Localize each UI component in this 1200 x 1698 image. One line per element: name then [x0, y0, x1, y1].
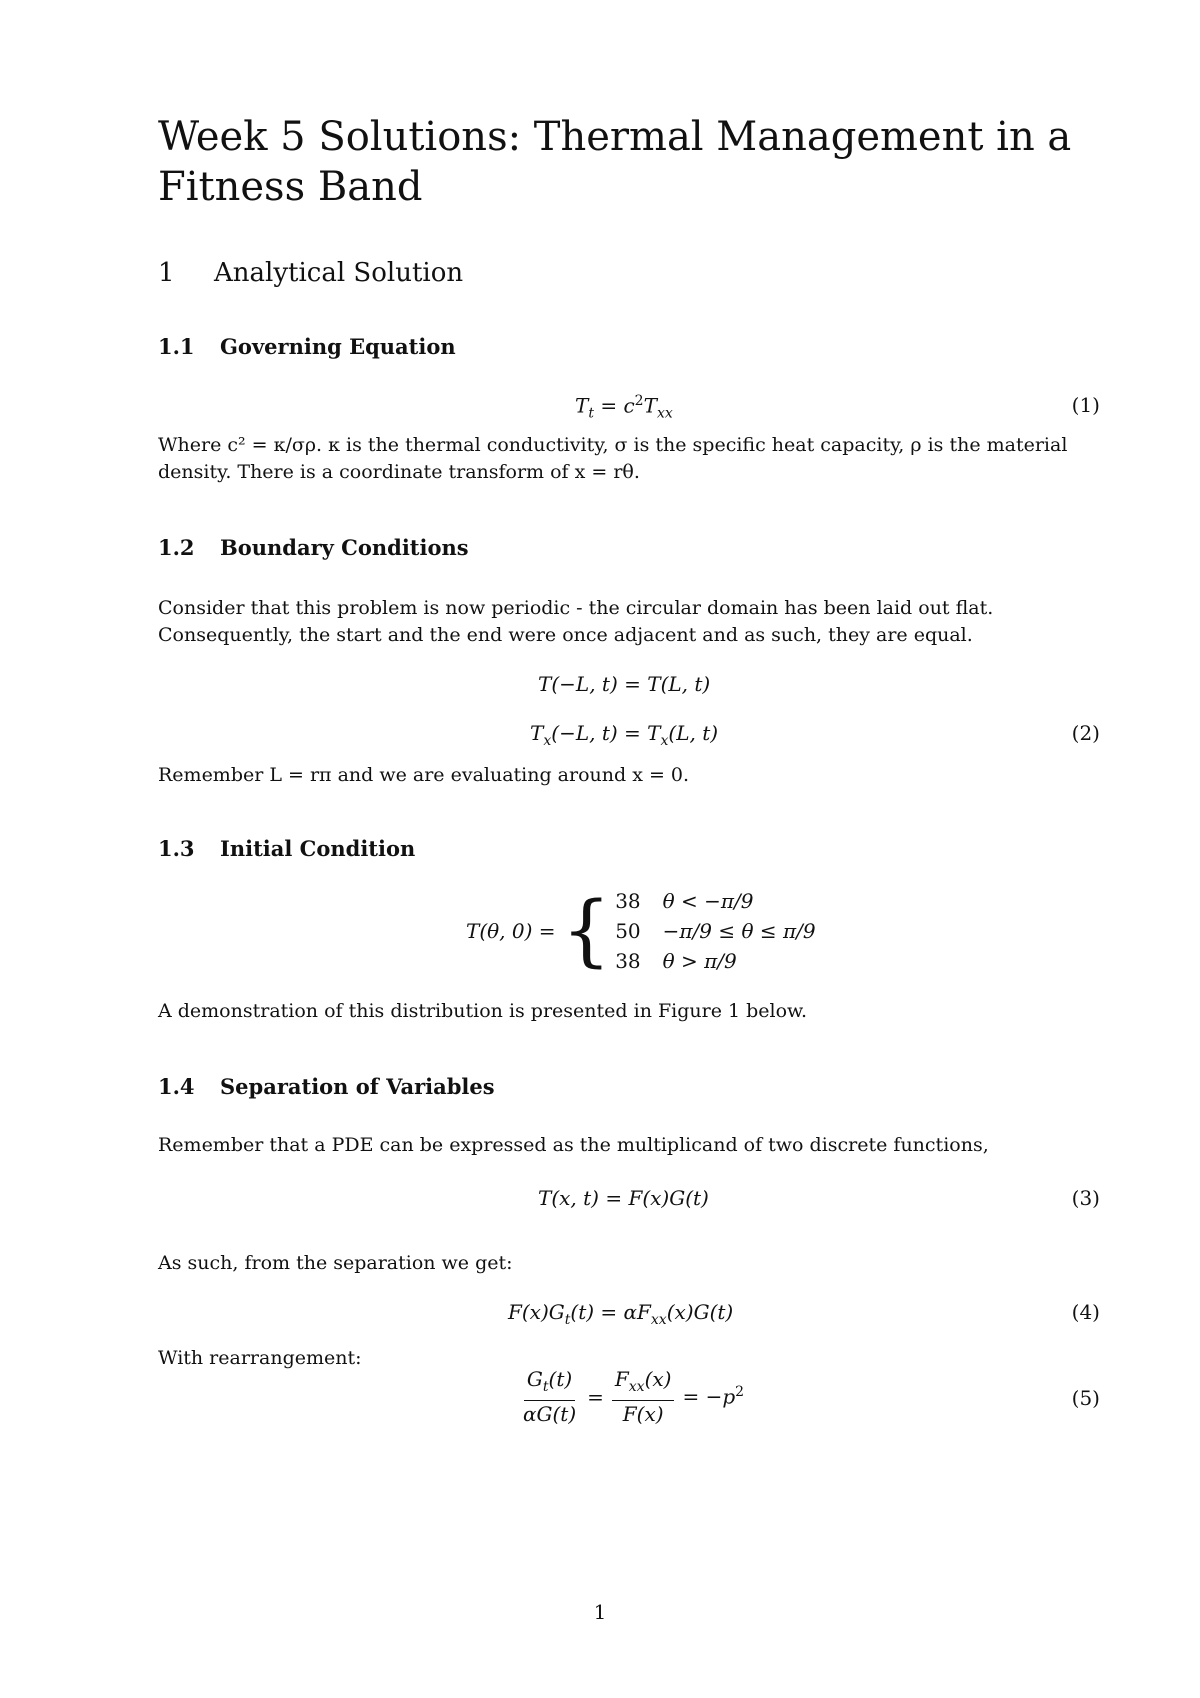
page-number: 1 [593, 1600, 607, 1624]
ic-case-condition: θ > π/9 [662, 949, 737, 973]
ic-cases [615, 886, 815, 976]
section-heading-1 [158, 258, 463, 288]
paragraph-remember: Remember L = rπ and we are evaluating around x = 0. [158, 764, 690, 786]
ic-case-condition: −π/9 ≤ θ ≤ π/9 [662, 919, 816, 943]
paragraph-such: As such, from the separation we get: [158, 1252, 513, 1274]
paragraph-boundary: Consider that this problem is now periodic - the circular domain has been laid out flat. Consequently, the start and the end were once adjacent and as such, they are equal. [158, 597, 994, 646]
ic-lhs: T(θ, 0) = [466, 919, 556, 943]
subsection-title: Initial Condition [220, 836, 416, 861]
document-title: Week 5 Solutions: Thermal Management in a Fitness Band [158, 114, 1072, 210]
subsection-title: Separation of Variables [220, 1074, 495, 1099]
ic-case-value: 50 [615, 919, 641, 943]
equation-4-number: (4) [1071, 1300, 1100, 1324]
subsection-title: Governing Equation [220, 334, 456, 359]
ic-case-row [615, 916, 815, 946]
ic-case-value: 38 [615, 889, 641, 913]
equation-2a: T(−L, t) = T(L, t) [538, 672, 711, 696]
fraction-lhs: $\frac{G_t(t)}{\alpha G(t)}$ [523, 1367, 577, 1426]
subsection-number: 1.3 [158, 836, 195, 861]
section-title: Analytical Solution [214, 258, 464, 288]
equation-initial-condition [466, 886, 816, 976]
paragraph-demo: A demonstration of this distribution is presented in Figure 1 below. [158, 1000, 808, 1022]
paragraph-rearrangement: With rearrangement: [158, 1347, 362, 1369]
ic-case-row [615, 946, 815, 976]
ic-case-value: 38 [615, 949, 641, 973]
subsection-heading-1-1 [158, 334, 456, 359]
subsection-number: 1.4 [158, 1074, 195, 1099]
equation-4: $F(x)G_t(t) = \alpha F_{xx}(x)G(t)$ [508, 1300, 734, 1328]
ic-case-condition: θ < −π/9 [662, 889, 754, 913]
equation-1: $T_t = c^2T_{xx}$ [575, 393, 673, 422]
subsection-number: 1.1 [158, 334, 195, 359]
subsection-heading-1-3 [158, 836, 415, 861]
paragraph-where [158, 432, 1100, 486]
equation-3: T(x, t) = F(x)G(t) [538, 1186, 709, 1210]
equation-2b: $T_x(-L$, $t) = T_x(L$, t) [530, 721, 719, 749]
subsection-title: Boundary Conditions [220, 535, 469, 560]
equation-1-number: (1) [1071, 393, 1100, 417]
subsection-heading-1-2 [158, 535, 469, 560]
paragraph-where-text: Where c² = κ/σρ. κ is the thermal conductivity, σ is the specific heat capacity, ρ is the material density. There is a coordinate transform of x = rθ. [158, 434, 1068, 483]
equation-3-number: (3) [1071, 1186, 1100, 1210]
section-number: 1 [158, 258, 175, 288]
equation-5-number: (5) [1071, 1386, 1100, 1410]
paragraph-pde: Remember that a PDE can be expressed as the multiplicand of two discrete functions, [158, 1134, 989, 1156]
subsection-heading-1-4 [158, 1074, 495, 1099]
equation-2-number: (2) [1071, 721, 1100, 745]
ic-case-row [615, 886, 815, 916]
fraction-rhs: $\frac{F_{xx}(x)}{F(x)}$ [612, 1366, 675, 1427]
left-brace-icon: { [561, 886, 612, 976]
equation-5: $\frac{G_t(t)}{\alpha G(t)}$ = $\frac{F_{xx}(x)}{F(x)}$ = $-p^2$ [520, 1366, 744, 1427]
subsection-number: 1.2 [158, 535, 195, 560]
